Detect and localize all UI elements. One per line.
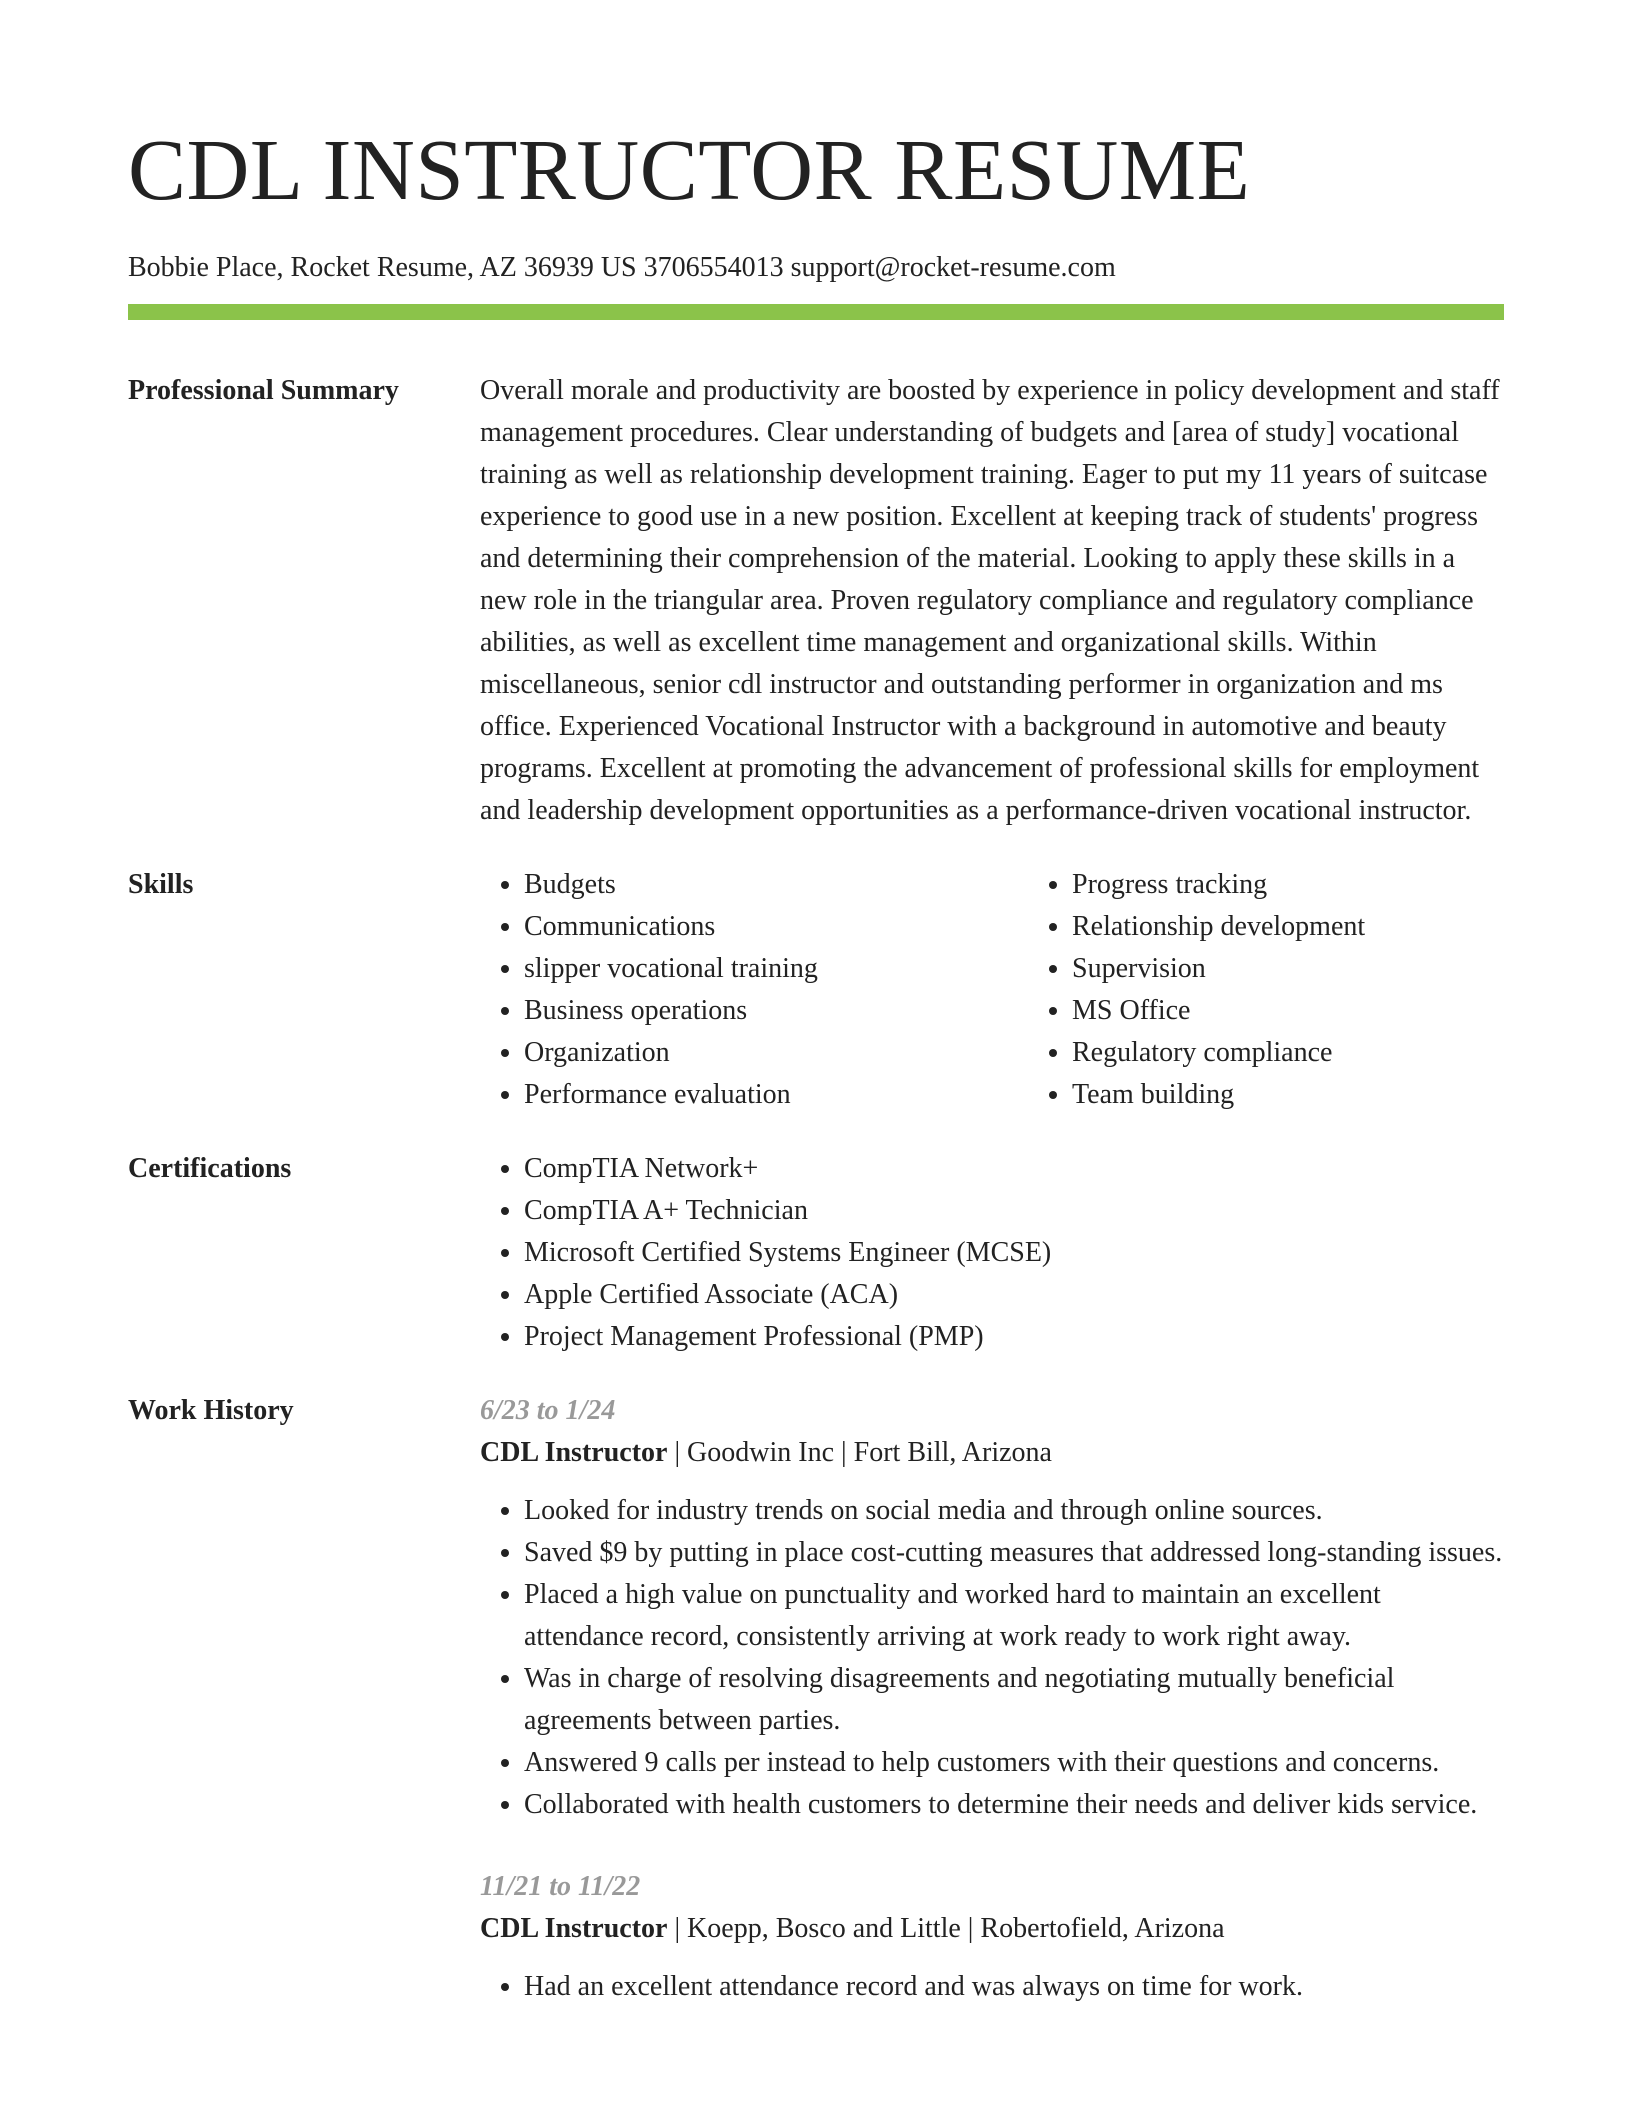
accent-divider xyxy=(128,304,1504,320)
skill-item: • Relationship development xyxy=(1072,906,1576,948)
job-bullet: • Placed a high value on punctuality and worked hard to maintain an excellent attendance record, consistently arriving at work ready to work right away. xyxy=(524,1574,1504,1658)
job-entry xyxy=(480,1866,1504,2008)
section-content xyxy=(480,1390,1504,2008)
section-work-history xyxy=(128,1390,1504,2008)
job-heading xyxy=(480,1908,1504,1950)
job-bullet: • Had an excellent attendance record and was always on time for work. xyxy=(524,1966,1504,2008)
job-entry xyxy=(480,1390,1504,1826)
certification-item: • Project Management Professional (PMP) xyxy=(524,1316,1504,1358)
skill-item: • MS Office xyxy=(1072,990,1576,1032)
section-content xyxy=(480,370,1504,832)
contact-line: Bobbie Place, Rocket Resume, AZ 36939 US 3706554013 support@rocket-resume.com xyxy=(128,252,1116,283)
job-heading xyxy=(480,1432,1504,1474)
section-label: Skills xyxy=(128,869,194,900)
skill-item: • Performance evaluation xyxy=(524,1074,1028,1116)
skills-list-right xyxy=(1028,864,1576,1116)
skills-list-left xyxy=(480,864,1028,1116)
job-bullets xyxy=(480,1490,1504,1826)
skill-item: • Organization xyxy=(524,1032,1028,1074)
job-details: | Koepp, Bosco and Little | Robertofield, Arizona xyxy=(667,1913,1225,1944)
job-bullets xyxy=(480,1966,1504,2008)
skill-item: • Progress tracking xyxy=(1072,864,1576,906)
job-dates: 11/21 to 11/22 xyxy=(480,1871,641,1902)
job-title: CDL Instructor xyxy=(480,1437,668,1468)
job-bullet: • Answered 9 calls per instead to help customers with their questions and concerns. xyxy=(524,1742,1504,1784)
job-title: CDL Instructor xyxy=(480,1913,668,1944)
certification-item: • Apple Certified Associate (ACA) xyxy=(524,1274,1504,1316)
skill-item: • Communications xyxy=(524,906,1028,948)
resume-title: CDL INSTRUCTOR RESUME xyxy=(128,121,1251,218)
section-label: Work History xyxy=(128,1395,294,1426)
resume-page xyxy=(128,0,1504,2008)
job-bullet: • Saved $9 by putting in place cost-cutting measures that addressed long-standing issues. xyxy=(524,1532,1504,1574)
section-content xyxy=(480,1148,1504,1358)
summary-text: Overall morale and productivity are boosted by experience in policy development and staff management procedures. Clear understanding of budgets and [area of study] vocational training as well as relationship development training. Eager to put my 11 years of suitcase experience to good use in a new position. Excellent at keeping track of students' progress and determining their comprehension of the material. Looking to apply these skills in a new role in the triangular area. Proven regulatory compliance and regulatory compliance abilities, as well as excellent time management and organizational skills. Within miscellaneous, senior cdl instructor and outstanding performer in organization and ms office. Experienced Vocational Instructor with a background in automotive and beauty programs. Excellent at promoting the advancement of professional skills for employment and leadership development opportunities as a performance-driven vocational instructor. xyxy=(480,375,1500,826)
skill-item: • Supervision xyxy=(1072,948,1576,990)
certification-item: • CompTIA Network+ xyxy=(524,1148,1504,1190)
section-skills xyxy=(128,864,1504,1116)
job-dates: 6/23 to 1/24 xyxy=(480,1395,616,1426)
certification-item: • CompTIA A+ Technician xyxy=(524,1190,1504,1232)
job-bullet: • Collaborated with health customers to determine their needs and deliver kids service. xyxy=(524,1784,1504,1826)
skill-item: • slipper vocational training xyxy=(524,948,1028,990)
certifications-list xyxy=(480,1148,1504,1358)
skills-columns xyxy=(480,864,1576,1116)
job-bullet: • Was in charge of resolving disagreements and negotiating mutually beneficial agreements between parties. xyxy=(524,1658,1504,1742)
skill-item: • Business operations xyxy=(524,990,1028,1032)
skill-item: • Regulatory compliance xyxy=(1072,1032,1576,1074)
job-details: | Goodwin Inc | Fort Bill, Arizona xyxy=(667,1437,1052,1468)
skill-item: • Budgets xyxy=(524,864,1028,906)
certification-item: • Microsoft Certified Systems Engineer (MCSE) xyxy=(524,1232,1504,1274)
section-label: Professional Summary xyxy=(128,375,399,406)
section-professional-summary xyxy=(128,370,1504,832)
job-bullet: • Looked for industry trends on social media and through online sources. xyxy=(524,1490,1504,1532)
skill-item: • Team building xyxy=(1072,1074,1576,1116)
section-certifications xyxy=(128,1148,1504,1358)
section-label: Certifications xyxy=(128,1153,292,1184)
